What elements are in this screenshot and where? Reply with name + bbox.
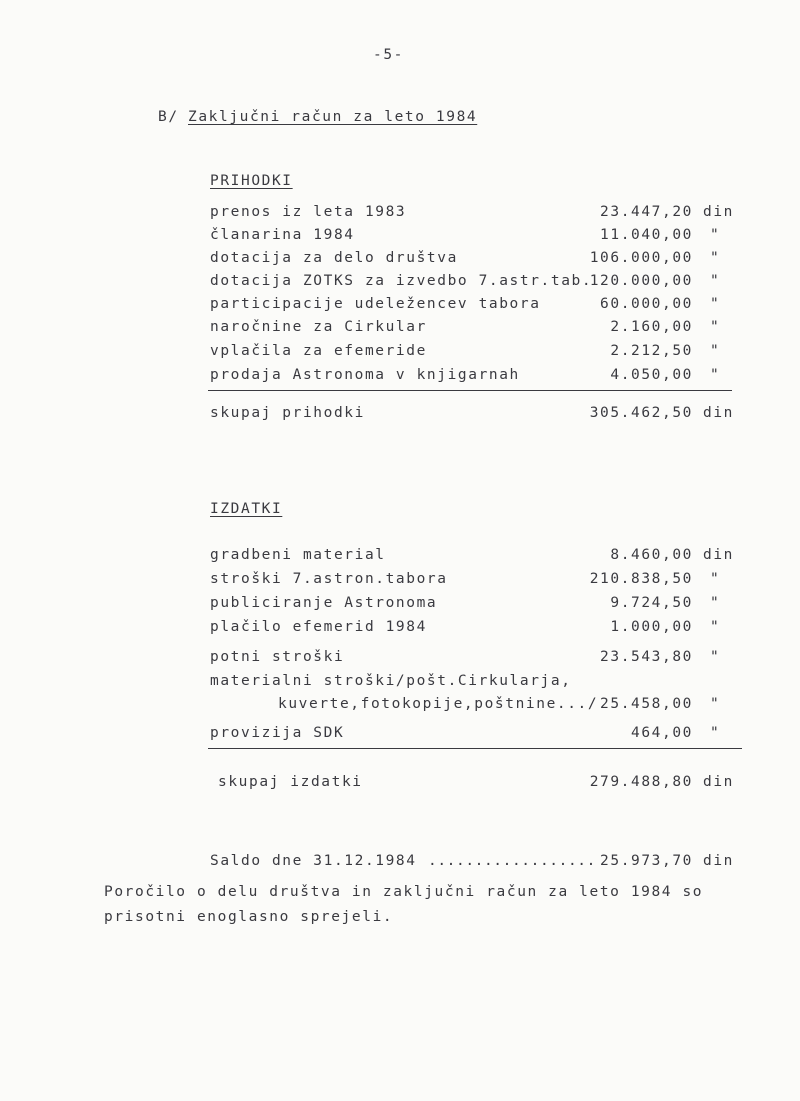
income-total-currency: din	[703, 405, 734, 421]
income-row-amount: 11.040,00	[600, 227, 693, 243]
income-row-currency: "	[710, 296, 721, 312]
income-row-currency: "	[710, 367, 721, 383]
expense-row-label: provizija SDK	[210, 725, 345, 741]
expense-row-currency: "	[710, 619, 721, 635]
closing-text-line-2: prisotni enoglasno sprejeli.	[104, 909, 394, 925]
income-row-amount: 106.000,00	[589, 250, 693, 266]
expense-row-amount: 464,00	[631, 725, 693, 741]
balance-currency: din	[703, 853, 734, 869]
income-row-currency: din	[703, 204, 734, 220]
expense-row-label: kuverte,fotokopije,poštnine.../	[278, 696, 599, 712]
income-row-currency: "	[710, 343, 721, 359]
expenses-total-label: skupaj izdatki	[218, 774, 363, 790]
expenses-total-amount: 279.488,80	[589, 774, 693, 790]
expense-row-currency: "	[710, 725, 721, 741]
income-row-currency: "	[710, 319, 721, 335]
income-total-amount: 305.462,50	[589, 405, 693, 421]
income-row-label: dotacija ZOTKS za izvedbo 7.astr.tab.	[210, 273, 593, 289]
closing-text-line-1: Poročilo o delu društva in zaključni račun za leto 1984 so	[104, 884, 704, 900]
expense-row-label: plačilo efemerid 1984	[210, 619, 427, 635]
expense-row-label: publiciranje Astronoma	[210, 595, 438, 611]
income-row-currency: "	[710, 273, 721, 289]
income-row-amount: 120.000,00	[589, 273, 693, 289]
income-row-amount: 4.050,00	[610, 367, 693, 383]
expense-row-currency: "	[710, 649, 721, 665]
expense-row-amount: 25.458,00	[600, 696, 693, 712]
income-row-currency: "	[710, 227, 721, 243]
section-title-prefix: B/	[158, 109, 179, 125]
expense-row-currency: "	[710, 571, 721, 587]
expense-row-label: stroški 7.astron.tabora	[210, 571, 448, 587]
income-row-label: članarina 1984	[210, 227, 355, 243]
income-row-currency: "	[710, 250, 721, 266]
expense-row-label: gradbeni material	[210, 547, 386, 563]
income-total-rule	[208, 390, 732, 391]
income-heading: PRIHODKI	[210, 173, 293, 189]
expense-row-amount: 1.000,00	[610, 619, 693, 635]
income-row-label: vplačila za efemeride	[210, 343, 427, 359]
balance-leader: ..................	[428, 853, 596, 869]
income-row-label: participacije udeležencev tabora	[210, 296, 541, 312]
expense-row-currency: "	[710, 595, 721, 611]
income-row-label: naročnine za Cirkular	[210, 319, 427, 335]
expense-row-amount: 23.543,80	[600, 649, 693, 665]
income-row-label: dotacija za delo društva	[210, 250, 458, 266]
expense-row-amount: 9.724,50	[610, 595, 693, 611]
expenses-heading: IZDATKI	[210, 501, 283, 517]
expenses-total-rule	[208, 748, 742, 749]
balance-label: Saldo dne 31.12.1984	[210, 853, 417, 869]
expense-row-amount: 210.838,50	[589, 571, 693, 587]
income-row-amount: 23.447,20	[600, 204, 693, 220]
income-total-label: skupaj prihodki	[210, 405, 365, 421]
income-row-amount: 2.212,50	[610, 343, 693, 359]
balance-amount: 25.973,70	[600, 853, 693, 869]
expenses-total-currency: din	[703, 774, 734, 790]
income-row-amount: 2.160,00	[610, 319, 693, 335]
expense-row-label: materialni stroški/pošt.Cirkularja,	[210, 673, 572, 689]
expense-row-amount: 8.460,00	[610, 547, 693, 563]
section-title: Zaključni račun za leto 1984	[188, 109, 478, 125]
expense-row-currency: "	[710, 696, 721, 712]
expense-row-currency: din	[703, 547, 734, 563]
expense-row-label: potni stroški	[210, 649, 345, 665]
income-row-label: prodaja Astronoma v knjigarnah	[210, 367, 520, 383]
income-row-label: prenos iz leta 1983	[210, 204, 407, 220]
page-number: -5-	[373, 47, 404, 63]
income-row-amount: 60.000,00	[600, 296, 693, 312]
